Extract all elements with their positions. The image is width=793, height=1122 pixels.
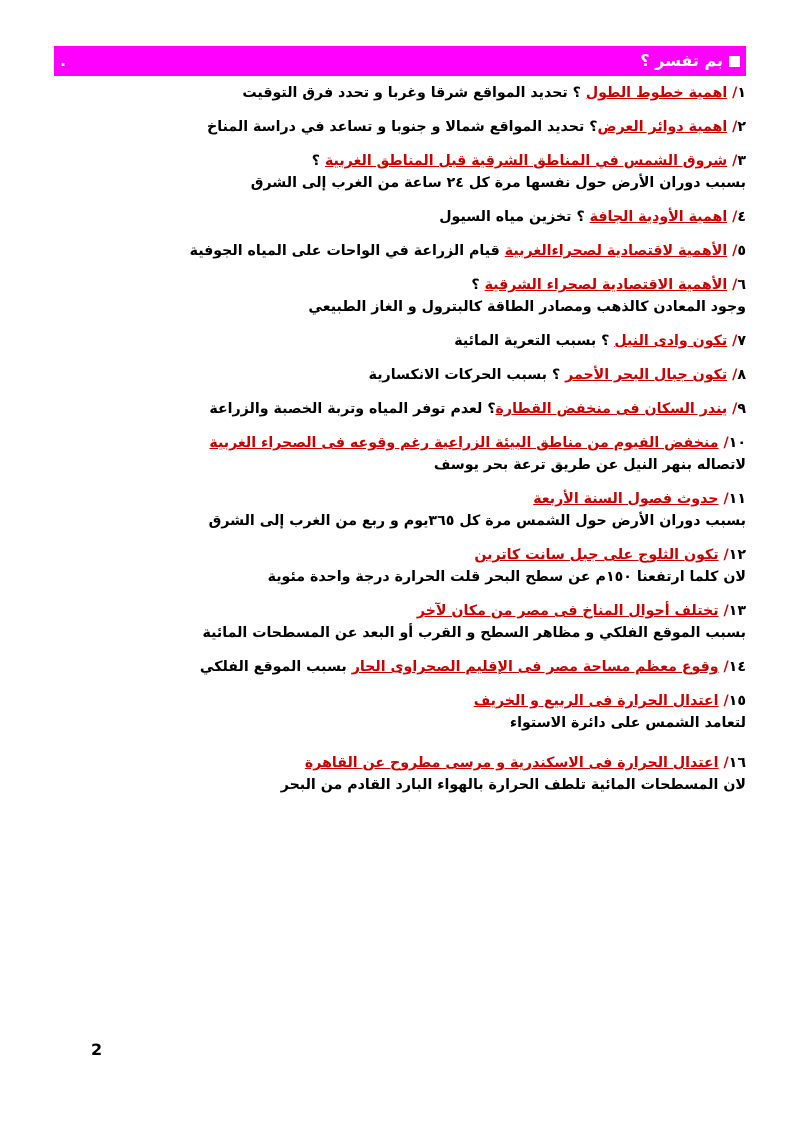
question-list: [54, 82, 746, 796]
question-item: [54, 206, 746, 228]
number-separator: /: [718, 693, 729, 709]
question-text: اهمية خطوط الطول: [585, 85, 728, 101]
number-separator: /: [727, 153, 738, 169]
inline-answer: بسبب الموقع الفلكي: [199, 659, 347, 675]
question-mark: ؟: [482, 401, 496, 417]
question-number: ١: [737, 85, 746, 101]
answer-text: بسبب الموقع الفلكي و مظاهر السطح و القرب أو البعد عن المسطحات المائية: [202, 625, 746, 641]
header-dot: .: [60, 51, 67, 70]
question-text: تكون الثلوج على جبل سانت كاترين: [474, 547, 719, 563]
answer-text: لاتصاله بنهر النيل عن طريق ترعة بحر يوسف: [433, 457, 746, 473]
question-text: اهمية دوائر العرض: [597, 119, 728, 135]
question-item: [54, 82, 746, 104]
question-item: [54, 690, 746, 734]
question-line: [533, 491, 746, 507]
question-number: ٧: [737, 333, 746, 349]
inline-answer: قيام الزراعة في الواحات على المياه الجوفية: [189, 243, 500, 259]
number-separator: /: [718, 755, 729, 771]
question-number: ١١: [728, 491, 746, 507]
question-line: [209, 401, 746, 417]
answer-text: بسبب دوران الأرض حول نفسها مرة كل ٢٤ ساعة من الغرب إلى الشرق: [250, 175, 746, 191]
question-text: اعتدال الحرارة فى الربيع و الخريف: [473, 693, 719, 709]
number-separator: /: [727, 277, 738, 293]
number-separator: /: [727, 333, 738, 349]
question-text: وقوع معظم مساحة مصر فى الإقليم الصحراوى الحار: [351, 659, 719, 675]
question-item: [54, 432, 746, 476]
answer-text: لان المسطحات المائية تلطف الحرارة بالهواء البارد القادم من البحر: [280, 777, 746, 793]
question-text: اعتدال الحرارة فى الاسكندرية و مرسى مطروح عن القاهرة: [304, 755, 719, 771]
section-header: [54, 46, 746, 76]
number-separator: /: [718, 659, 729, 675]
question-item: [54, 488, 746, 532]
question-line: [417, 603, 746, 619]
question-text: شروق الشمس في المناطق الشرقية قبل المناطق الغربية: [324, 153, 728, 169]
inline-answer: تحديد المواقع شمالا و جنوبا و تساعد في دراسة المناخ: [207, 119, 585, 135]
number-separator: /: [718, 435, 729, 451]
number-separator: /: [727, 401, 738, 417]
question-text: منخفض الفيوم من مناطق البيئة الزراعية رغم وقوعه فى الصحراء الغربية: [209, 435, 719, 451]
question-item: [54, 656, 746, 678]
question-mark: ؟: [571, 209, 590, 225]
question-text: الأهمية لاقتصادية لصحراءالغربية: [504, 243, 728, 259]
inline-answer: بسبب الحركات الانكسارية: [368, 367, 548, 383]
number-separator: /: [727, 209, 738, 225]
question-line: [471, 277, 746, 293]
question-item: [54, 330, 746, 352]
inline-answer: تخزين مياه السيول: [439, 209, 572, 225]
question-number: ١٦: [728, 755, 746, 771]
question-text: يندر السكان فى منخفض القطارة: [495, 401, 728, 417]
question-number: ٤: [737, 209, 746, 225]
answer-text: بسبب دوران الأرض حول الشمس مرة كل ٣٦٥يوم و ربع من الغرب إلى الشرق: [208, 513, 746, 529]
question-item: [54, 364, 746, 386]
question-number: ٣: [737, 153, 746, 169]
question-item: [54, 116, 746, 138]
question-number: ٩: [737, 401, 746, 417]
question-item: [54, 150, 746, 194]
question-item: [54, 752, 746, 796]
question-number: ١٠: [728, 435, 746, 451]
question-number: ١٥: [728, 693, 746, 709]
question-text: حدوث فصول السنة الأربعة: [533, 491, 719, 507]
question-number: ٥: [737, 243, 746, 259]
section-title: بم تفسر ؟: [640, 51, 723, 70]
question-line: [312, 153, 746, 169]
question-mark: ؟: [567, 85, 586, 101]
question-item: [54, 544, 746, 588]
question-line: [454, 333, 746, 349]
question-text: الأهمية الاقتصادية لصحراء الشرقية: [484, 277, 728, 293]
answer-text: لتعامد الشمس على دائرة الاستواء: [509, 715, 746, 731]
question-mark: ؟: [471, 277, 485, 293]
question-line: [190, 243, 746, 259]
inline-answer: تحديد المواقع شرقا وغربا و تحدد فرق التوقيت: [242, 85, 568, 101]
question-line: [209, 435, 746, 451]
question-item: [54, 398, 746, 420]
question-item: [54, 600, 746, 644]
number-separator: /: [727, 119, 738, 135]
question-number: ١٢: [728, 547, 746, 563]
question-mark: ؟: [547, 367, 566, 383]
number-separator: /: [727, 367, 738, 383]
question-number: ٦: [737, 277, 746, 293]
number-separator: /: [718, 491, 729, 507]
question-mark: ؟: [584, 119, 598, 135]
inline-answer: لعدم توفر المياه وتربة الخصبة والزراعة: [209, 401, 483, 417]
question-mark: ؟: [311, 153, 325, 169]
square-bullet-icon: [729, 56, 740, 67]
inline-answer: بسبب التعرية المائية: [454, 333, 597, 349]
question-line: [242, 85, 746, 101]
answer-text: لان كلما ارتفعنا ١٥٠م عن سطح البحر قلت الحرارة درجة واحدة مئوية: [267, 569, 746, 585]
question-text: تكون وادى النيل: [614, 333, 728, 349]
question-line: [439, 209, 746, 225]
answer-text: وجود المعادن كالذهب ومصادر الطاقة كالبترول و الغاز الطبيعي: [308, 299, 746, 315]
question-text: اهمية الأودية الجافة: [589, 209, 728, 225]
question-line: [369, 367, 746, 383]
question-line: [207, 119, 746, 135]
question-number: ٢: [737, 119, 746, 135]
worksheet: [54, 46, 746, 808]
question-line: [474, 693, 746, 709]
question-line: [474, 547, 746, 563]
number-separator: /: [727, 85, 738, 101]
question-item: [54, 274, 746, 318]
question-line: [200, 659, 746, 675]
question-number: ١٤: [728, 659, 746, 675]
number-separator: /: [718, 547, 729, 563]
question-number: ١٣: [728, 603, 746, 619]
question-mark: ؟: [596, 333, 615, 349]
number-separator: /: [718, 603, 729, 619]
question-text: تختلف أحوال المناخ فى مصر من مكان لآخر: [416, 603, 719, 619]
question-number: ٨: [737, 367, 746, 383]
question-line: [305, 755, 746, 771]
question-text: تكون جبال البحر الأحمر: [565, 367, 728, 383]
question-item: [54, 240, 746, 262]
page-number: 2: [91, 1040, 103, 1059]
number-separator: /: [727, 243, 738, 259]
